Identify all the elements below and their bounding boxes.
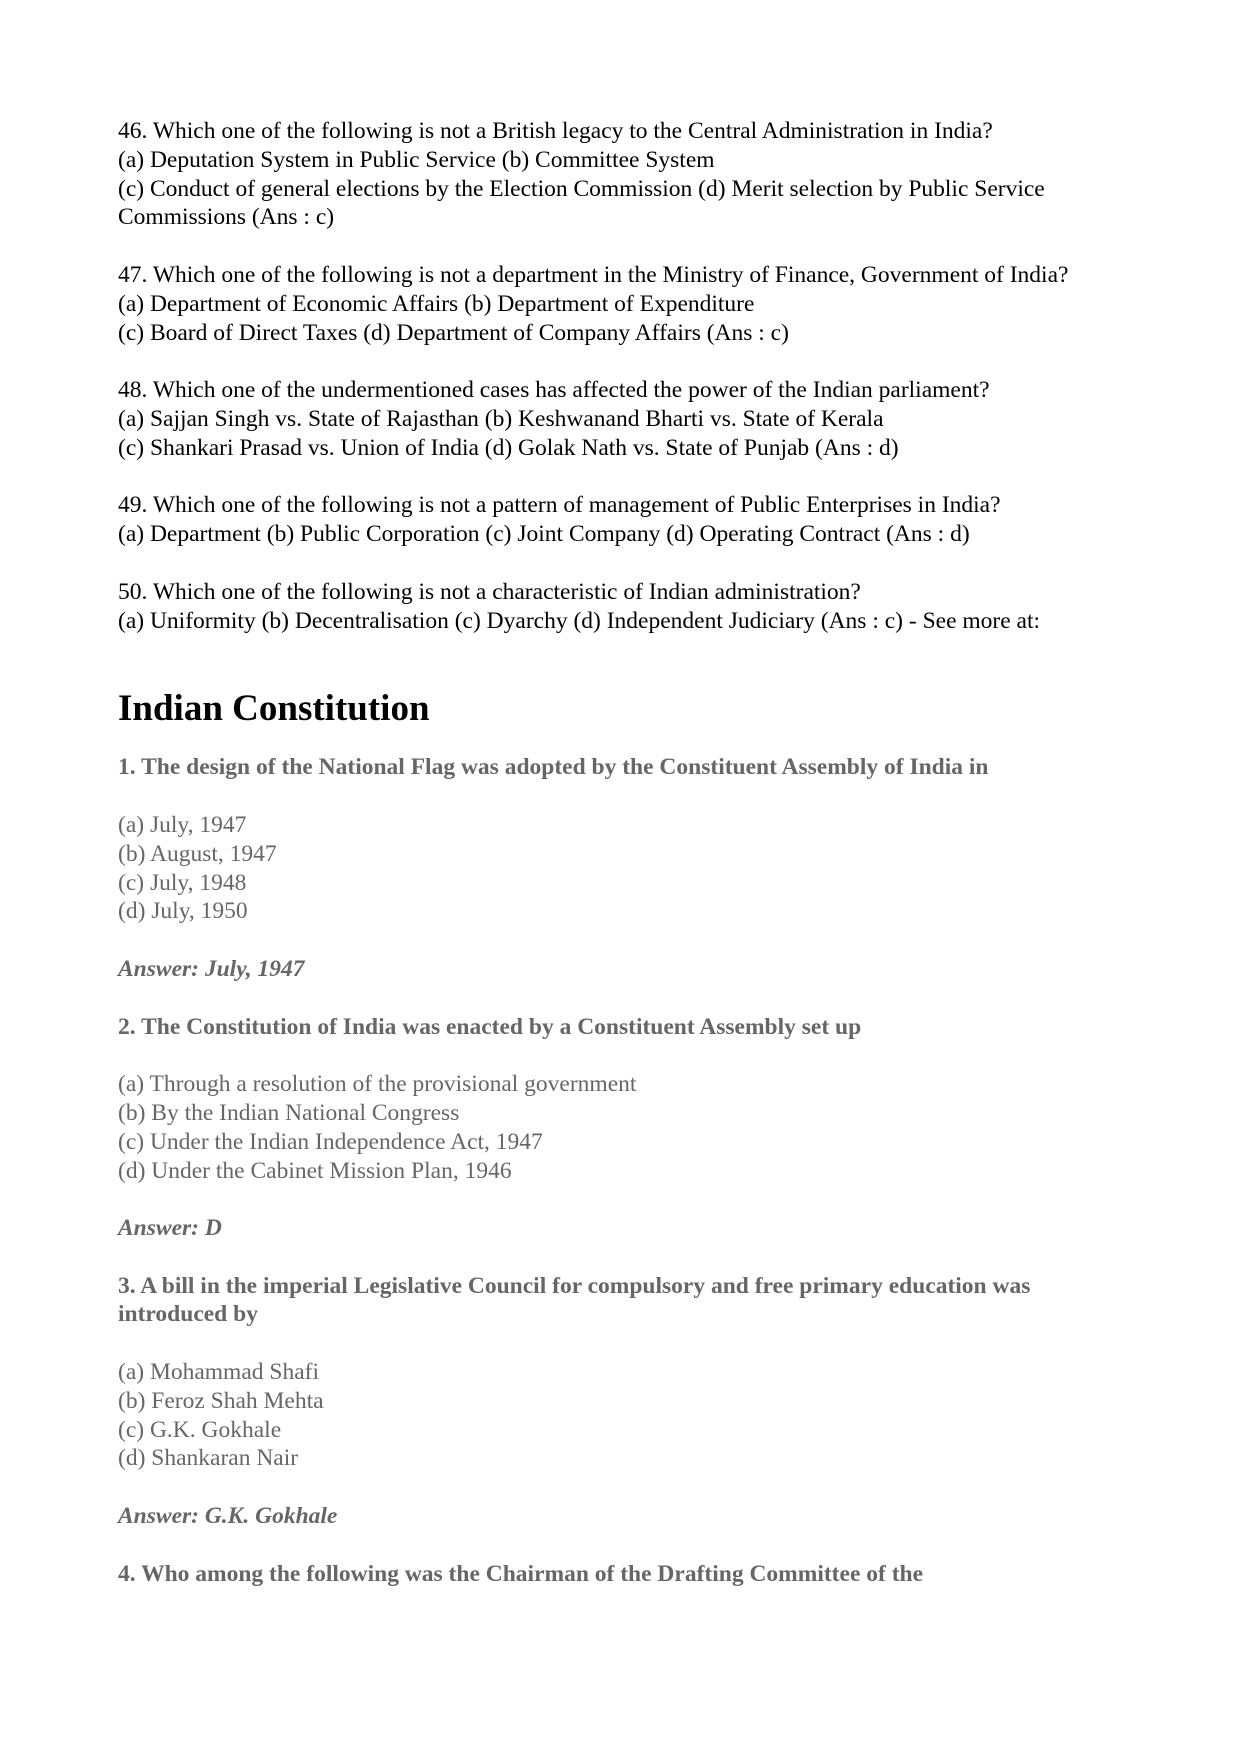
question-49-text: 49. Which one of the following is not a pattern of management of Public Enterprises in India? [118, 492, 1001, 519]
question-46 [118, 117, 1128, 232]
option-a: (a) Through a resolution of the provisional government [118, 1071, 637, 1098]
option-d: (d) July, 1950 [118, 898, 248, 925]
option-c: (c) G.K. Gokhale [118, 1416, 282, 1443]
question-50 [118, 578, 1128, 636]
constitution-answer-3: Answer: G.K. Gokhale [118, 1503, 338, 1530]
question-49 [118, 491, 1128, 549]
constitution-question-2-options [118, 1070, 1128, 1185]
question-47 [118, 261, 1128, 347]
option-d: (d) Under the Cabinet Mission Plan, 1946 [118, 1157, 512, 1184]
question-48 [118, 376, 1128, 462]
option-b: (b) August, 1947 [118, 840, 277, 867]
question-49-options: (a) Department (b) Public Corporation (c) Joint Company (d) Operating Contract (Ans : d) [118, 521, 970, 548]
question-48-options-ab: (a) Sajjan Singh vs. State of Rajasthan (b) Keshwanand Bharti vs. State of Kerala [118, 405, 884, 432]
question-46-text: 46. Which one of the following is not a British legacy to the Central Administration in India? [118, 118, 993, 144]
constitution-answer-2: Answer: D [118, 1215, 222, 1242]
constitution-question-2: 2. The Constitution of India was enacted by a Constituent Assembly set up [118, 1013, 862, 1040]
question-47-options-cd: (c) Board of Direct Taxes (d) Department of Company Affairs (Ans : c) [118, 319, 789, 346]
question-46-options-ab: (a) Deputation System in Public Service (b) Committee System [118, 146, 715, 173]
option-b: (b) Feroz Shah Mehta [118, 1387, 324, 1414]
option-c: (c) Under the Indian Independence Act, 1947 [118, 1128, 543, 1155]
constitution-question-4: 4. Who among the following was the Chairman of the Drafting Committee of the [118, 1560, 924, 1587]
option-d: (d) Shankaran Nair [118, 1445, 299, 1472]
constitution-question-1: 1. The design of the National Flag was adopted by the Constituent Assembly of India in [118, 754, 989, 781]
question-48-options-cd: (c) Shankari Prasad vs. Union of India (d) Golak Nath vs. State of Punjab (Ans : d) [118, 434, 899, 461]
option-b: (b) By the Indian National Congress [118, 1099, 460, 1126]
question-50-text: 50. Which one of the following is not a characteristic of Indian administration? [118, 578, 861, 605]
option-a: (a) Mohammad Shafi [118, 1359, 320, 1386]
option-a: (a) July, 1947 [118, 811, 247, 838]
option-c: (c) July, 1948 [118, 869, 247, 896]
question-47-options-ab: (a) Department of Economic Affairs (b) Department of Expenditure [118, 290, 755, 317]
question-46-options-cd: (c) Conduct of general elections by the Election Commission (d) Merit selection by Public Service Commissions (Ans : c) [118, 175, 1045, 231]
section-heading: Indian Constitution [118, 688, 430, 730]
question-48-text: 48. Which one of the undermentioned cases has affected the power of the Indian parliament? [118, 377, 990, 404]
document-page [118, 117, 1128, 1617]
constitution-question-1-options [118, 811, 1128, 926]
question-50-options: (a) Uniformity (b) Decentralisation (c) Dyarchy (d) Independent Judiciary (Ans : c) - See more at: [118, 607, 1041, 634]
constitution-question-3-options [118, 1358, 1128, 1473]
constitution-question-3: 3. A bill in the imperial Legislative Council for compulsory and free primary education was introduced by [118, 1272, 1031, 1328]
question-47-text: 47. Which one of the following is not a department in the Ministry of Finance, Government of India? [118, 261, 1069, 288]
constitution-answer-1: Answer: July, 1947 [118, 955, 305, 982]
